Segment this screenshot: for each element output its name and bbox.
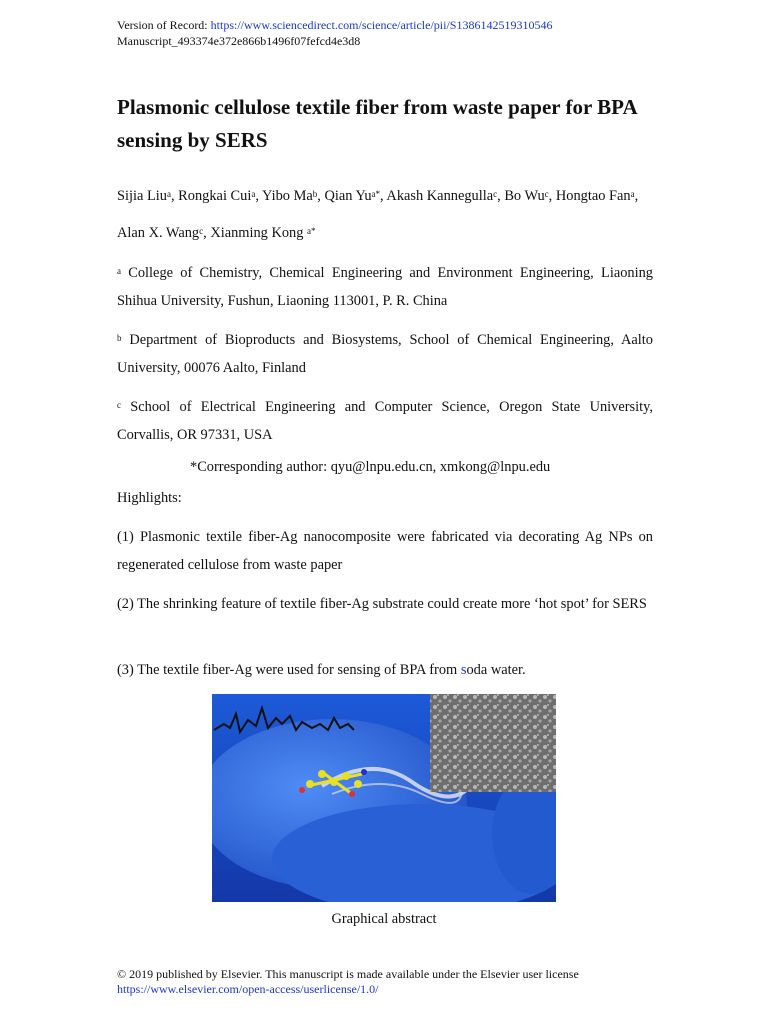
author-name: Rongkai Cui [178, 188, 252, 204]
affiliation-b [117, 326, 653, 382]
author-name: Xianming Kong [210, 225, 308, 241]
author-separator: , [255, 188, 262, 204]
author-name: Qian Yu [324, 188, 372, 204]
highlight-1: (1) Plasmonic textile fiber-Ag nanocomposite were fabricated via decorating Ag NPs on regenerated cellulose from waste paper [117, 529, 653, 573]
author-affiliation-mark: a [166, 189, 171, 199]
author-affiliation-mark: b [312, 189, 318, 199]
author-name: Alan X. Wang [117, 225, 200, 241]
author-separator: , [170, 188, 179, 204]
copyright-text: © 2019 published by Elsevier. This manuscript is made available under the Elsevier user license [117, 967, 579, 981]
author-affiliation-mark: a [251, 189, 256, 199]
highlight-3-before: (3) The textile fiber-Ag were used for sensing of BPA from [117, 662, 461, 678]
highlight-3 [117, 656, 653, 684]
license-link[interactable]: https://www.elsevier.com/open-access/userlicense/1.0/ [117, 982, 379, 996]
author-name: Hongtao Fan [555, 188, 631, 204]
author-affiliation-mark: c [493, 189, 498, 199]
author-list [117, 178, 657, 252]
author-affiliation-mark: c [199, 226, 204, 236]
affiliation-text: College of Chemistry, Chemical Engineering and Environment Engineering, Liaoning Shihua University, Fushun, Liaoning 113001, P. R. China [117, 265, 653, 309]
highlight-2: (2) The shrinking feature of textile fiber-Ag substrate could create more ‘hot spot’ for SERS [117, 596, 647, 612]
author-separator: , [634, 188, 639, 204]
author-affiliation-mark: a [630, 189, 635, 199]
author-affiliation-mark: a* [371, 189, 381, 199]
figure-caption: Graphical abstract [331, 911, 437, 927]
author-name: Yibo Ma [262, 188, 313, 204]
highlights-heading: Highlights: [117, 490, 182, 506]
author-separator: , [380, 188, 387, 204]
author-affiliation-mark: c [544, 189, 549, 199]
author-name: Akash Kannegulla [386, 188, 494, 204]
affiliation-mark: c [117, 400, 121, 410]
page-footer [117, 967, 579, 997]
sem-image-inset [430, 694, 556, 792]
paper-title: Plasmonic cellulose textile fiber from waste paper for BPA sensing by SERS [117, 95, 637, 152]
author-affiliation-mark: a* [307, 226, 316, 236]
page-header [117, 17, 552, 49]
affiliation-text: Department of Bioproducts and Biosystems, School of Chemical Engineering, Aalto University, 00076 Aalto, Finland [117, 332, 653, 376]
version-link[interactable]: https://www.sciencedirect.com/science/article/pii/S1386142519310546 [210, 18, 553, 32]
affiliation-c [117, 393, 653, 449]
affiliation-mark: a [117, 266, 121, 276]
highlight-3-after: oda water. [466, 662, 526, 678]
affiliation-text: School of Electrical Engineering and Computer Science, Oregon State University, Corvallis, OR 97331, USA [117, 399, 653, 443]
highlight-3-blue: s [460, 662, 467, 678]
author-separator: , [497, 188, 505, 204]
author-name: Sijia Liu [117, 188, 167, 204]
corresponding-author: *Corresponding author: qyu@lnpu.edu.cn, xmkong@lnpu.edu [190, 459, 551, 475]
graphical-abstract-illustration [212, 694, 556, 902]
version-line [117, 17, 552, 33]
graphical-abstract-image [212, 694, 556, 902]
author-separator: , [548, 188, 556, 204]
author-separator: , [203, 225, 211, 241]
affiliation-mark: b [117, 333, 122, 343]
version-label: Version of Record: [117, 18, 211, 32]
manuscript-id: Manuscript_493374e372e866b1496f07fefcd4e3d8 [117, 34, 361, 48]
author-separator: , [317, 188, 325, 204]
affiliation-a [117, 259, 653, 315]
author-name: Bo Wu [504, 188, 545, 204]
